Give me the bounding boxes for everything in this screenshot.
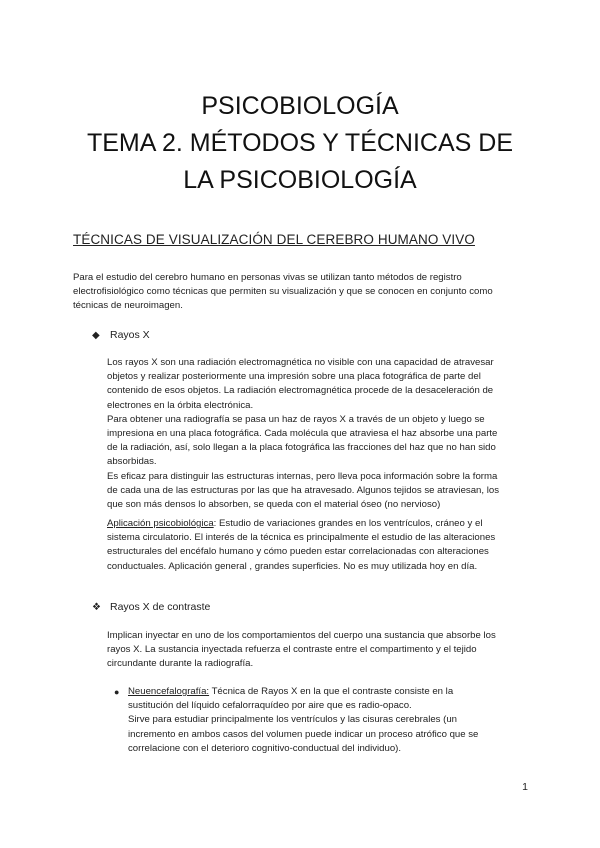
application-line: estructurales del encéfalo humano y cómo pueden estar correlacionadas con alteraciones: [107, 546, 489, 558]
intro-line: Para el estudio del cerebro humano en personas vivas se utilizan tanto métodos de registro: [73, 272, 462, 283]
application-label: Aplicación psicobiológica: [107, 518, 214, 529]
section-heading: TÉCNICAS DE VISUALIZACIÓN DEL CEREBRO HUMANO VIVO: [73, 232, 475, 247]
title-line-1: PSICOBIOLOGÍA: [201, 92, 399, 120]
body-line: Para obtener una radiografía se pasa un haz de rayos X a través de un objeto y luego se: [107, 413, 485, 425]
body-line: Es eficaz para distinguir las estructuras internas, pero lleva poca información sobre la forma: [107, 470, 498, 482]
body-line: que son más densos lo absorben, se queda con el material óseo (no nervioso): [107, 499, 441, 511]
body-line: contenido de esos objetos. La radiación electromagnética procede de la desaceleración de: [107, 385, 494, 397]
intro-paragraph: [73, 271, 493, 314]
application-first-line: [107, 517, 495, 531]
intro-line: electrofisiológico como técnicas que permiten su visualización y que se conocen en conjunto como: [73, 286, 493, 298]
diamond-bullet-icon: ◆: [92, 330, 100, 341]
page-number: 1: [522, 781, 528, 793]
body-line: de la radiación, así, solo llegan a la placa fotográfica las fracciones del haz que no han sido: [107, 442, 496, 454]
rayos-x-contraste-label: Rayos X de contraste: [110, 601, 211, 613]
intro-line: técnicas de neuroimagen.: [73, 300, 183, 312]
four-diamond-bullet-icon: ❖: [92, 602, 101, 613]
neuencefalografia-line: sustitución del líquido cefalorraquídeo por aire que es radio-opaco.: [128, 700, 412, 712]
neuencefalografia-first-text: Técnica de Rayos X en la que el contraste consiste en la: [209, 686, 454, 697]
application-line: sistema circulatorio. El interés de la técnica es principalmente el estudio de las alteraciones: [107, 532, 496, 544]
body-line: impresiona en una placa fotográfica. Cada molécula que atraviesa el haz absorbe una parte: [107, 428, 498, 440]
document-title: [40, 88, 560, 199]
neuencefalografia-line: incremento en ambos casos del volumen puede indicar un proceso atrófico que se: [128, 728, 479, 740]
neuencefalografia-item: [114, 685, 479, 756]
neuencefalografia-first-line: [128, 685, 478, 699]
body-line: rayos X. La sustancia inyectada refuerza el contraste entre el compartimento y el tejido: [107, 644, 477, 656]
neuencefalografia-label: Neuencefalografía:: [128, 686, 210, 697]
application-line: conductuales. Aplicación general , grandes superficies. No es muy utilizada hoy en día.: [107, 560, 478, 572]
title-line-2: TEMA 2. MÉTODOS Y TÉCNICAS DE: [86, 129, 514, 157]
body-line: objetos y realizar posteriormente una impresión sobre una placa fotográfica de parte del: [107, 371, 481, 383]
rayos-x-body: [107, 356, 499, 512]
body-line: Implican inyectar en uno de los comportamientos del cuerpo una sustancia que absorbe los: [107, 630, 496, 641]
body-line: de cada una de las estructuras por las que ha atravesado. Algunos tejidos se atraviesan, los: [107, 484, 499, 496]
neuencefalografia-line: Sirve para estudiar principalmente los ventrículos y las cisuras cerebrales (un: [128, 714, 457, 726]
application-paragraph: [107, 517, 495, 574]
body-line: absorbidas.: [107, 456, 157, 468]
neuencefalografia-line: correlacione con el deterioro cognitivo-conductual del individuo).: [128, 742, 402, 754]
body-line: circundante durante la radiografía.: [107, 658, 254, 670]
title-line-3: LA PSICOBIOLOGÍA: [183, 166, 417, 194]
rayos-x-bullet-item: [92, 329, 150, 341]
rayos-x-contraste-body: [107, 629, 496, 672]
rayos-x-label: Rayos X: [110, 329, 150, 341]
circle-bullet-icon: ●: [114, 687, 120, 697]
rayos-x-contraste-bullet-item: [92, 601, 210, 613]
application-first-text: : Estudio de variaciones grandes en los ventrículos, cráneo y el: [213, 518, 483, 529]
body-line: electrones en la órbita electrónica.: [107, 399, 254, 411]
body-line: Los rayos X son una radiación electromagnética no visible con una capacidad de atravesar: [107, 357, 494, 368]
